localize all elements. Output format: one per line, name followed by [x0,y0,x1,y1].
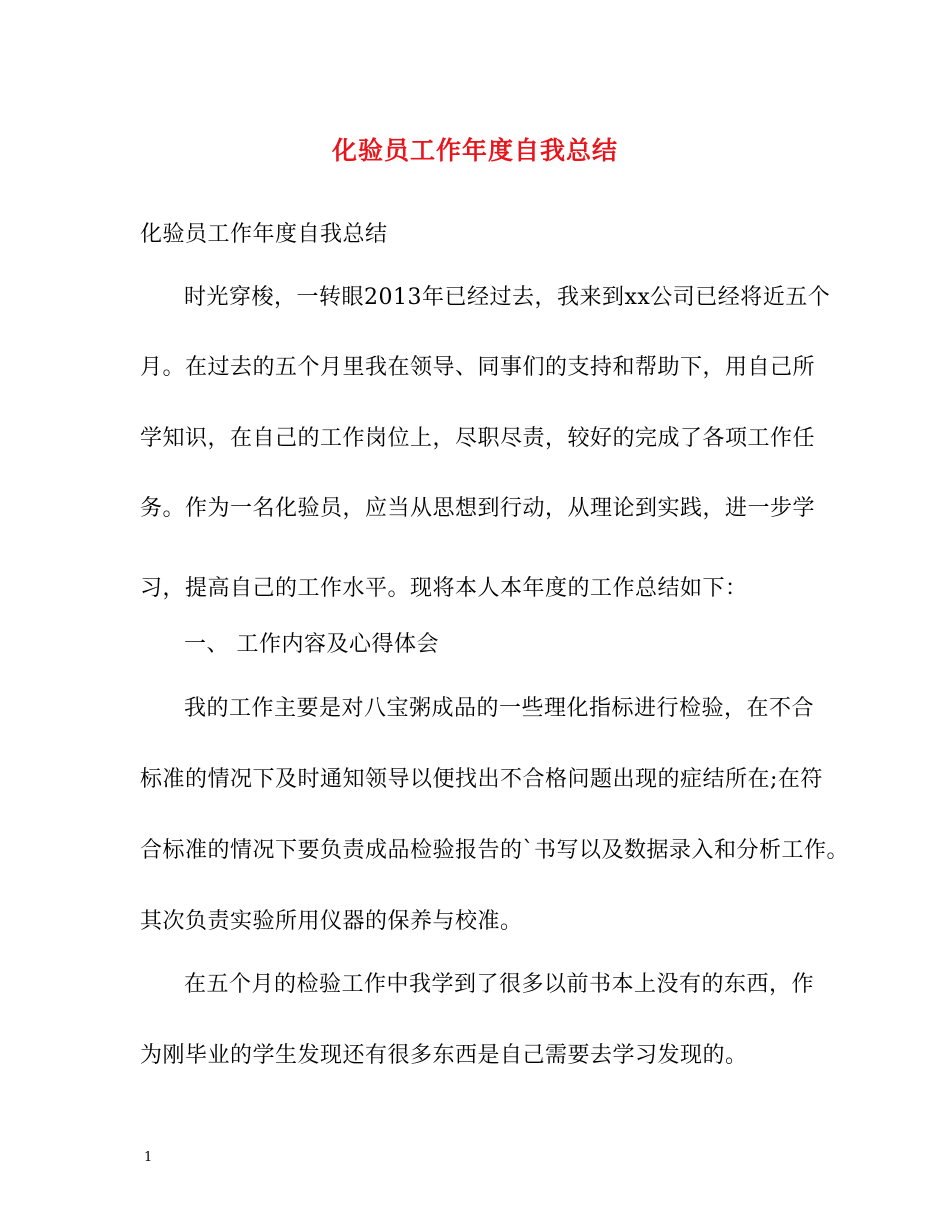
paragraph-line-10: 在五个月的检验工作中我学到了很多以前书本上没有的东西，作 [184,972,815,997]
paragraph-line-11: 为刚毕业的学生发现还有很多东西是自己需要去学习发现的。 [140,1043,748,1068]
paragraph-line-1: 时光穿梭，一转眼2013年已经过去，我来到xx公司已经将近五个 [184,285,831,310]
paragraph-line-8: 合标准的情况下要负责成品检验报告的`书写以及数据录入和分析工作。 [140,838,850,863]
subtitle-line: 化验员工作年度自我总结 [140,222,388,247]
paragraph-line-4: 务。作为一名化验员，应当从思想到行动，从理论到实践，进一步学 [140,496,816,521]
paragraph-line-6: 我的工作主要是对八宝粥成品的一些理化指标进行检验，在不合 [184,696,815,721]
page-number: 1 [144,1150,153,1165]
document-title: 化验员工作年度自我总结 [331,136,618,165]
paragraph-line-2: 月。在过去的五个月里我在领导、同事们的支持和帮助下，用自己所 [140,355,816,380]
paragraph-line-5: 习，提高自己的工作水平。现将本人本年度的工作总结如下： [140,576,748,601]
section-heading: 一、 工作内容及心得体会 [184,632,439,657]
paragraph-line-9: 其次负责实验所用仪器的保养与校准。 [140,909,523,934]
paragraph-line-3: 学知识，在自己的工作岗位上，尽职尽责，较好的完成了各项工作任 [140,426,816,451]
paragraph-line-7: 标准的情况下及时通知领导以便找出不合格问题出现的症结所在;在符 [140,767,823,792]
